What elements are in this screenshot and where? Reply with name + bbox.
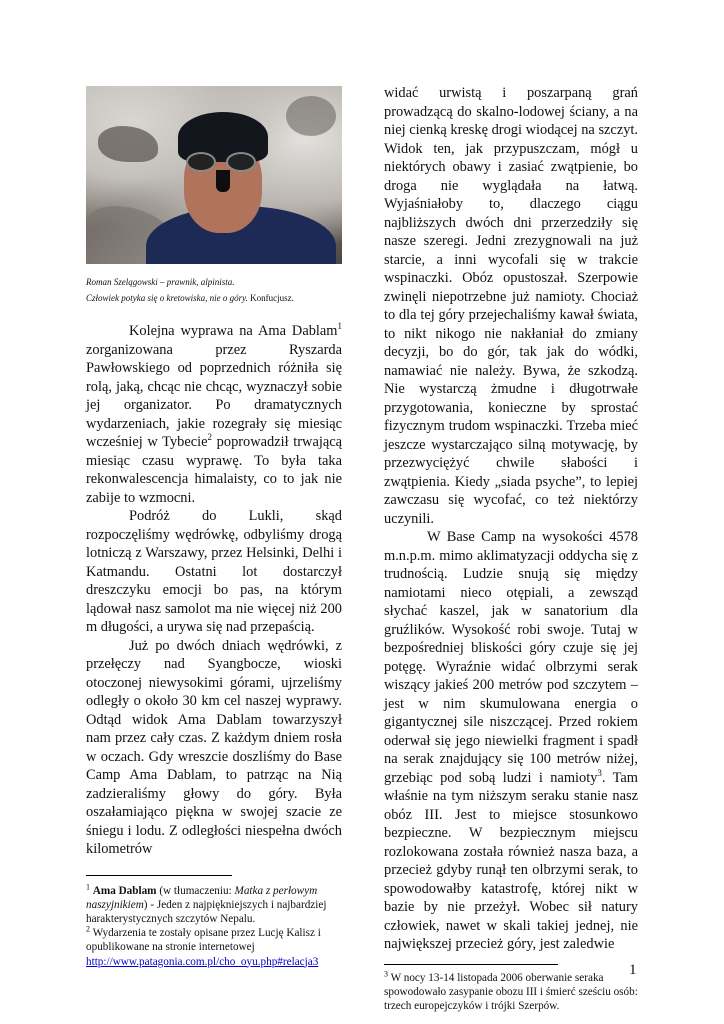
text-span: Kolejna wyprawa na Ama Dablam [129,323,338,339]
footnote-separator [384,964,558,965]
footnote-number: 3 [384,968,388,978]
caption-author: Konfucjusz. [247,293,294,303]
footnote-2 [86,926,342,969]
text-span: poprowadził trwającą miesiąc czasu wyprawę. To była taka rekonwalescencja himalaisty, co to jak nie zabije to wzmocni. [86,434,342,506]
footnote-ref: 1 [337,321,342,332]
text-span: . Tam właśnie na tym niższym seraku stanie nasz obóz III. Jest to miejsce stosunkowo bezpieczne. W bezpiecznym miejscu rozlokowana została również nasza baza, a przecież gdyby runął ten olbrzymi serak, to spowodowałby katastrofę, której nikt w bazie by nie przeżył. Wobec sił natury człowiek, nawet w skali takiej jednej, nie największej przecież góry, jest zaledwie [384,769,638,952]
text-span: Matka z perłowym naszyjnikiem [86,884,318,911]
footnote-term: Ama Dablam [92,884,157,897]
footnote-number: 1 [86,881,90,891]
text-span: (w tłumaczeniu: [156,884,235,897]
footnote-3 [384,968,638,1014]
paragraph-5 [384,528,638,954]
photo-caption [86,274,342,306]
text-span: ) - Jeden z najpiękniejszych i najbardziej harakterystycznych szczytów Nepalu. [86,898,327,925]
portrait-photo [86,86,342,264]
footnote-ref: 2 [207,432,213,443]
text-span: Wydarzenia te zostały opisane przez Lucję Kalisz i opublikowane na stronie internetowej [86,927,321,954]
rock-shape [286,96,336,136]
footnote-number: 2 [86,924,90,934]
text-span: W Base Camp na wysokości 4578 m.n.p.m. mimo aklimatyzacji oddycha się z trudnością. Ludzie snują się między namiotami nieco otępiali, a zewsząd słychać kaszel, jak w sanatorium dla gruźlików. Wysokość robi swoje. Tutaj w bezpośredniej bliskości góry czuje się jej potęgę. Wyraźnie widać olbrzymi serak wiszący jakieś 200 metrów pod szczytem – jest w nim skumulowana energia o gigantycznej sile niszczącej. Przed rokiem oderwał się jego niewielki fragment i spadł na serak znajdujący się 100 metrów niżej, grzebiąc pod sobą ludzi i namioty [384,529,638,786]
page-number: 1 [629,962,637,978]
paragraph-2: Podróż do Lukli, skąd rozpoczęliśmy wędrówkę, odbyliśmy drogą lotniczą z Warszawy, przez Helsinki, Delhi i Katmandu. Ostatni lot dostarczył dreszczyku emocji bo pas, na którym lądował nasz samolot ma nie więcej niż 200 m długości, a urywa się nad przepaścią. [86,508,342,635]
text-span: zorganizowana przez Ryszarda Pawłowskiego od poprzednich różniła się rolą, jaką, chcąc nie chcąc, wyznaczył sobie jej organizator. Po dramatycznych wydarzeniach, jakie rozegrały się miesiąc wcześniej w Tybecie [86,341,342,450]
text-span: W nocy 13-14 listopada 2006 oberwanie seraka spowodowało zasypanie obozu III i śmierć sześciu osób: trzech europejczyków i trójki Szerpów. [384,971,638,1012]
caption-line-1: Roman Szelągowski – prawnik, alpinista. [86,277,235,287]
goggles-shape [182,152,268,172]
paragraph-3: Już po dwóch dniach wędrówki, z przełęczy nad Syangbocze, wioski otoczonej niewysokimi górami, ujrzeliśmy odległy o około 30 km cel naszej wyprawy. Odtąd widok Ama Dablam towarzyszył nam przez cały czas. Z każdym dniem rosła w oczach. Gdy wreszcie doszliśmy do Base Camp Ama Dablam, to patrząc na Nią zadzieraliśmy głowy do góry. Była oszałamiająco piękna w swojej szacie ze śniegu i lodu. Z odległości niespełna dwóch kilometrów [86,637,342,857]
paragraph-4: widać urwistą i poszarpaną grań prowadzącą do skalno-lodowej ściany, a na niej cienką kreskę drogi wiodącej na szczyt. Widok ten, jak przypuszczam, mógł u niektórych obawy i zasiać zwątpienie, bo droga nie wyglądała na łatwą. Wyjaśniałoby to, dlaczego ciągu najbliższych dwóch dni przerzedziły się nasze szeregi. Jedni zrezygnowali na już starcie, a inni wycofali się w trakcie wspinaczki. Obóz opustoszał. Szerpowie zwinęli niepotrzebne już namioty. Chociaż to dla tej góry przejechaliśmy kawał świata, to nikt nikogo nie nakłaniał do zmiany decyzji, bo do gór, tak jak do wódki, namawiać nie należy. Bywa, że szkodzą. Nie wystarczą żmudne i długotrwałe przygotowania, konieczne by sprostać fizycznym trudom wspinaczki. Trzeba mieć jeszcze wystarczająco silną motywację, by przezwyciężyć chwile słabości i zwątpienia. Kiedy „siada psyche”, to lepiej zawczasu się wycofać, co też niektórzy uczynili. [384,85,638,527]
footnote-ref: 3 [597,767,602,778]
right-column [384,84,638,1013]
footnote-separator [86,875,232,876]
rock-shape [98,126,158,162]
paragraph-1 [86,322,342,507]
left-column [86,86,342,969]
caption-quote: Człowiek potyka się o kretowiska, nie o góry. [86,293,248,303]
caption-line-2 [86,290,342,306]
footnote-link[interactable]: http://www.patagonia.com.pl/cho_oyu.php#relacja3 [86,955,319,968]
nose-guard-shape [216,170,230,192]
footnote-1 [86,881,342,927]
